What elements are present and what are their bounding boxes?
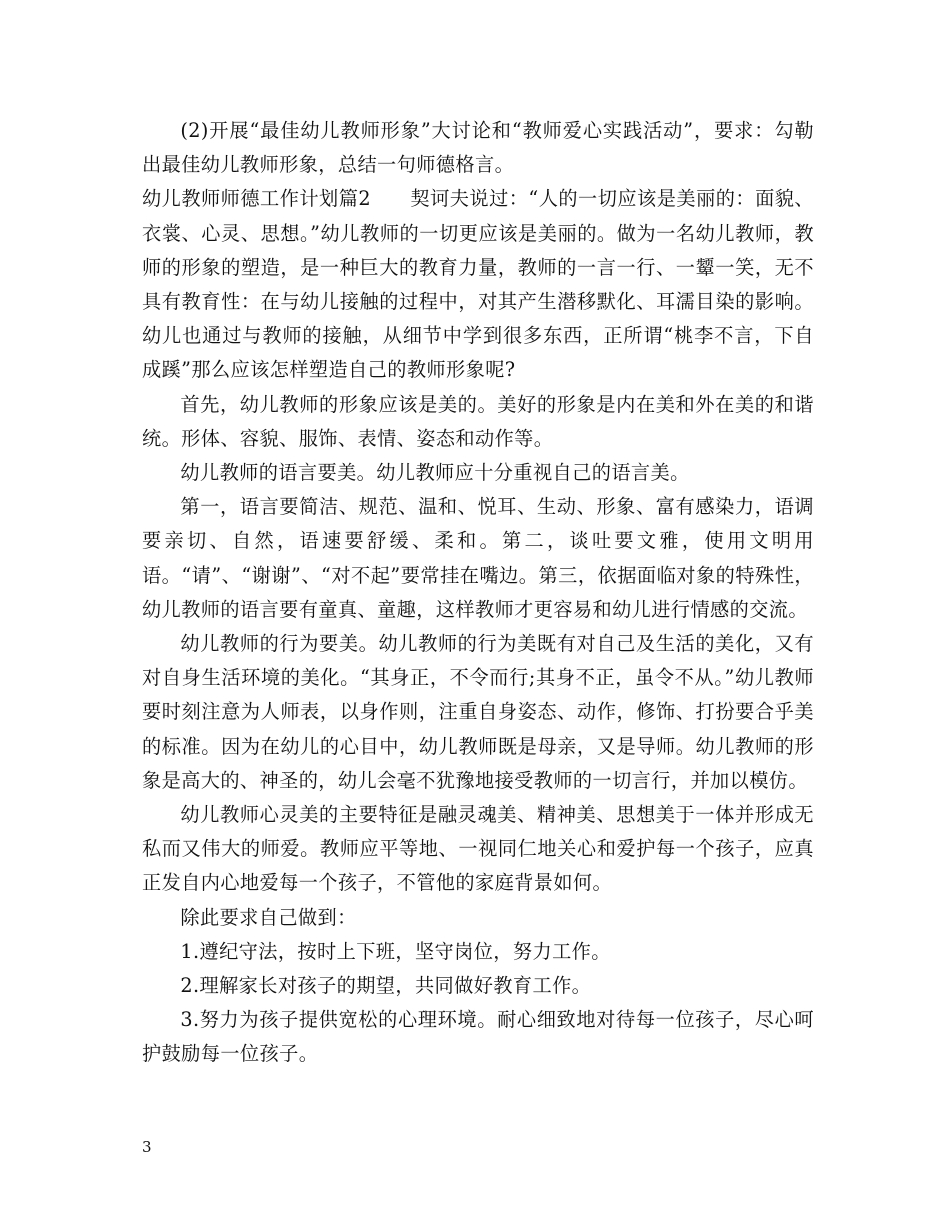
paragraph-behavior-beauty: 幼儿教师的行为要美。幼儿教师的行为美既有对自己及生活的美化，又有对自身生活环境的美化。“其身正，不令而行;其身不正，虽令不从。”幼儿教师要时刻注意为人师表，以身作则，注重自身姿态、动作，修饰、打扮要合乎美的标准。因为在幼儿的心目中，幼儿教师既是母亲，又是导师。幼儿教师的形象是高大的、神圣的，幼儿会毫不犹豫地接受教师的一切言行，并加以模仿。 xyxy=(142,632,814,792)
list-item-1: 1.遵纪守法，按时上下班，坚守岗位，努力工作。 xyxy=(180,939,611,963)
paragraph-language-beauty: 幼儿教师的语言要美。幼儿教师应十分重视自己的语言美。 xyxy=(180,461,690,485)
list-item-3: 3.努力为孩子提供宽松的心理环境。耐心细致地对待每一位孩子，尽心呵护鼓励每一位孩子。 xyxy=(142,1008,814,1066)
list-item-2: 2.理解家长对孩子的期望，共同做好教育工作。 xyxy=(180,974,592,998)
page-number: 3 xyxy=(142,1138,152,1156)
paragraph-image-beauty: 首先，幼儿教师的形象应该是美的。美好的形象是内在美和外在美的和谐统。形体、容貌、服饰、表情、姿态和动作等。 xyxy=(142,392,814,450)
paragraph-self-requirements: 除此要求自己做到： xyxy=(180,905,357,929)
paragraph-activity-discussion: (2)开展“最佳幼儿教师形象”大讨论和“教师爱心实践活动”，要求：勾勒出最佳幼儿教师形象，总结一句师德格言。 xyxy=(142,119,814,177)
document-body xyxy=(142,114,814,1072)
paragraph-language-rules: 第一，语言要简洁、规范、温和、悦耳、生动、形象、富有感染力，语调要亲切、自然，语速要舒缓、柔和。第二，谈吐要文雅，使用文明用语。“请”、“谢谢”、“对不起”要常挂在嘴边。第三，依据面临对象的特殊性，幼儿教师的语言要有童真、童趣，这样教师才更容易和幼儿进行情感的交流。 xyxy=(142,495,814,621)
paragraph-plan-heading-chekhov: 幼儿教师师德工作计划篇2 契诃夫说过：“人的一切应该是美丽的：面貌、衣裳、心灵、思想。”幼儿教师的一切更应该是美丽的。做为一名幼儿教师，教师的形象的塑造，是一种巨大的教育力量，教师的一言一行、一颦一笑，无不具有教育性：在与幼儿接触的过程中，对其产生潜移默化、耳濡目染的影响。幼儿也通过与教师的接触，从细节中学到很多东西，正所谓“桃李不言，下自成蹊”那么应该怎样塑造自己的教师形象呢? xyxy=(142,187,814,382)
paragraph-soul-beauty: 幼儿教师心灵美的主要特征是融灵魂美、精神美、思想美于一体并形成无私而又伟大的师爱。教师应平等地、一视同仁地关心和爱护每一个孩子，应真正发自内心地爱每一个孩子，不管他的家庭背景如何。 xyxy=(142,803,814,895)
